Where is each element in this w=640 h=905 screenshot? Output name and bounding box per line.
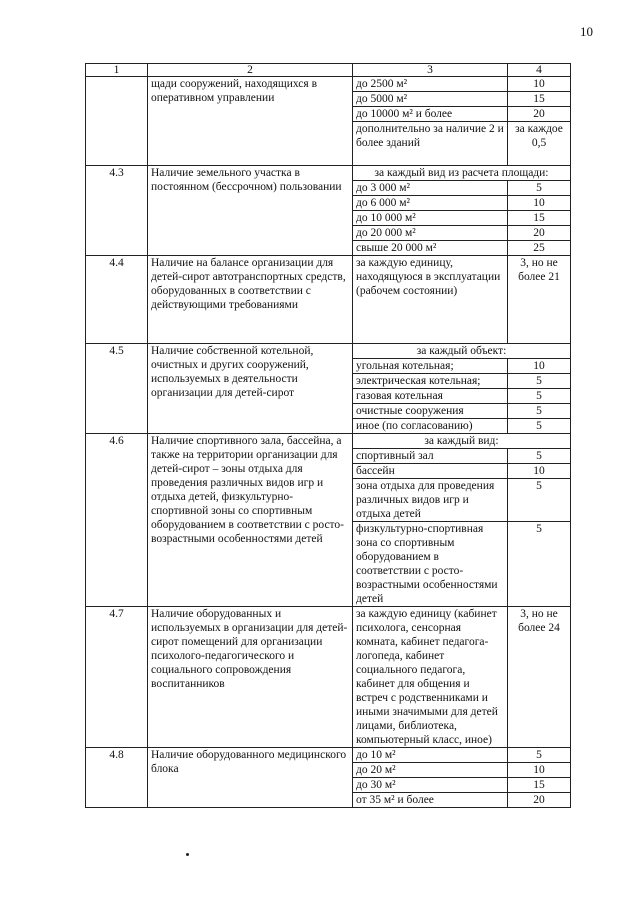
condition-cell: газовая котельная — [353, 389, 508, 404]
row-number: 4.4 — [86, 256, 148, 344]
table-row — [86, 166, 571, 181]
row-description: Наличие оборудованного медицинского блока — [148, 748, 353, 808]
condition-cell: до 20 м² — [353, 763, 508, 778]
condition-cell: зона отдыха для проведения различных видов игр и отдыха детей — [353, 479, 508, 522]
table-row — [86, 256, 571, 344]
score-cell: 20 — [508, 107, 571, 122]
condition-cell: до 6 000 м² — [353, 196, 508, 211]
col-header-4: 4 — [508, 64, 571, 77]
table-row — [86, 748, 571, 763]
score-cell: 10 — [508, 359, 571, 374]
row-number: 4.3 — [86, 166, 148, 256]
score-cell: 5 — [508, 748, 571, 763]
condition-cell: до 10000 м² и более — [353, 107, 508, 122]
span-cell: за каждый вид из расчета площади: — [353, 166, 571, 181]
score-cell: 5 — [508, 374, 571, 389]
col-header-2: 2 — [148, 64, 353, 77]
score-cell: 15 — [508, 92, 571, 107]
condition-cell: спортивный зал — [353, 449, 508, 464]
row-description: Наличие собственной котельной, очистных и других сооружений, используемых в деятельности организации для детей-сирот — [148, 344, 353, 434]
score-cell: 15 — [508, 778, 571, 793]
score-cell: 25 — [508, 241, 571, 256]
condition-cell: свыше 20 000 м² — [353, 241, 508, 256]
condition-cell: за каждую единицу (кабинет психолога, сенсорная комната, кабинет педагога-логопеда, кабинет социального педагога, кабинет для общения и встреч с родственниками и иными значимыми для детей лицами, библиотека, компьютерный класс, иное) — [353, 607, 508, 748]
score-cell: 5 — [508, 181, 571, 196]
score-cell: 5 — [508, 522, 571, 607]
row-description: Наличие земельного участка в постоянном (бессрочном) пользовании — [148, 166, 353, 256]
span-cell: за каждый вид: — [353, 434, 571, 449]
score-cell: 5 — [508, 419, 571, 434]
row-description: Наличие спортивного зала, бассейна, а также на территории организации для детей-сирот – зоны отдыха для проведения различных видов игр и отдыха детей, физкультурно-спортивной зоны со спортивным оборудованием в соответствии с росто-возрастными особенностями детей — [148, 434, 353, 607]
score-cell: 10 — [508, 196, 571, 211]
condition-cell: до 20 000 м² — [353, 226, 508, 241]
score-cell: 5 — [508, 404, 571, 419]
row-number — [86, 77, 148, 166]
condition-cell: физкультурно-спортивная зона со спортивным оборудованием в соответствии с росто-возрастными особенностями детей — [353, 522, 508, 607]
score-cell: 5 — [508, 449, 571, 464]
table-header-row — [86, 64, 571, 77]
condition-cell: до 30 м² — [353, 778, 508, 793]
row-number: 4.5 — [86, 344, 148, 434]
condition-cell: до 10 м² — [353, 748, 508, 763]
condition-cell: до 3 000 м² — [353, 181, 508, 196]
table-row — [86, 434, 571, 449]
condition-cell: иное (по согласованию) — [353, 419, 508, 434]
col-header-3: 3 — [353, 64, 508, 77]
page-number: 10 — [580, 24, 593, 39]
condition-cell: угольная котельная; — [353, 359, 508, 374]
row-number: 4.7 — [86, 607, 148, 748]
score-cell: 20 — [508, 226, 571, 241]
condition-cell: электрическая котельная; — [353, 374, 508, 389]
condition-cell: от 35 м² и более — [353, 793, 508, 808]
span-cell: за каждый объект: — [353, 344, 571, 359]
score-cell: 10 — [508, 464, 571, 479]
score-cell: 3, но не более 21 — [508, 256, 571, 344]
row-number: 4.6 — [86, 434, 148, 607]
row-description: щади сооружений, находящихся в оперативном управлении — [148, 77, 353, 166]
stray-dot — [186, 853, 189, 856]
condition-cell: бассейн — [353, 464, 508, 479]
condition-cell: до 5000 м² — [353, 92, 508, 107]
score-cell: 5 — [508, 479, 571, 522]
table-row — [86, 607, 571, 748]
condition-cell: до 10 000 м² — [353, 211, 508, 226]
table-row — [86, 344, 571, 359]
criteria-table — [85, 63, 571, 808]
condition-cell: дополнительно за наличие 2 и более зданий — [353, 122, 508, 166]
score-cell: за каждое 0,5 — [508, 122, 571, 166]
score-cell: 20 — [508, 793, 571, 808]
score-cell: 15 — [508, 211, 571, 226]
condition-cell: очистные сооружения — [353, 404, 508, 419]
score-cell: 10 — [508, 763, 571, 778]
condition-cell: до 2500 м² — [353, 77, 508, 92]
score-cell: 10 — [508, 77, 571, 92]
row-description: Наличие оборудованных и используемых в организации для детей-сирот помещений для организации психолого-педагогического и социального сопровождения воспитанников — [148, 607, 353, 748]
table-row — [86, 77, 571, 92]
score-cell: 3, но не более 24 — [508, 607, 571, 748]
condition-cell: за каждую единицу, находящуюся в эксплуатации (рабочем состоянии) — [353, 256, 508, 344]
col-header-1: 1 — [86, 64, 148, 77]
row-number: 4.8 — [86, 748, 148, 808]
score-cell: 5 — [508, 389, 571, 404]
row-description: Наличие на балансе организации для детей-сирот автотранспортных средств, оборудованных в соответствии с действующими требованиями — [148, 256, 353, 344]
